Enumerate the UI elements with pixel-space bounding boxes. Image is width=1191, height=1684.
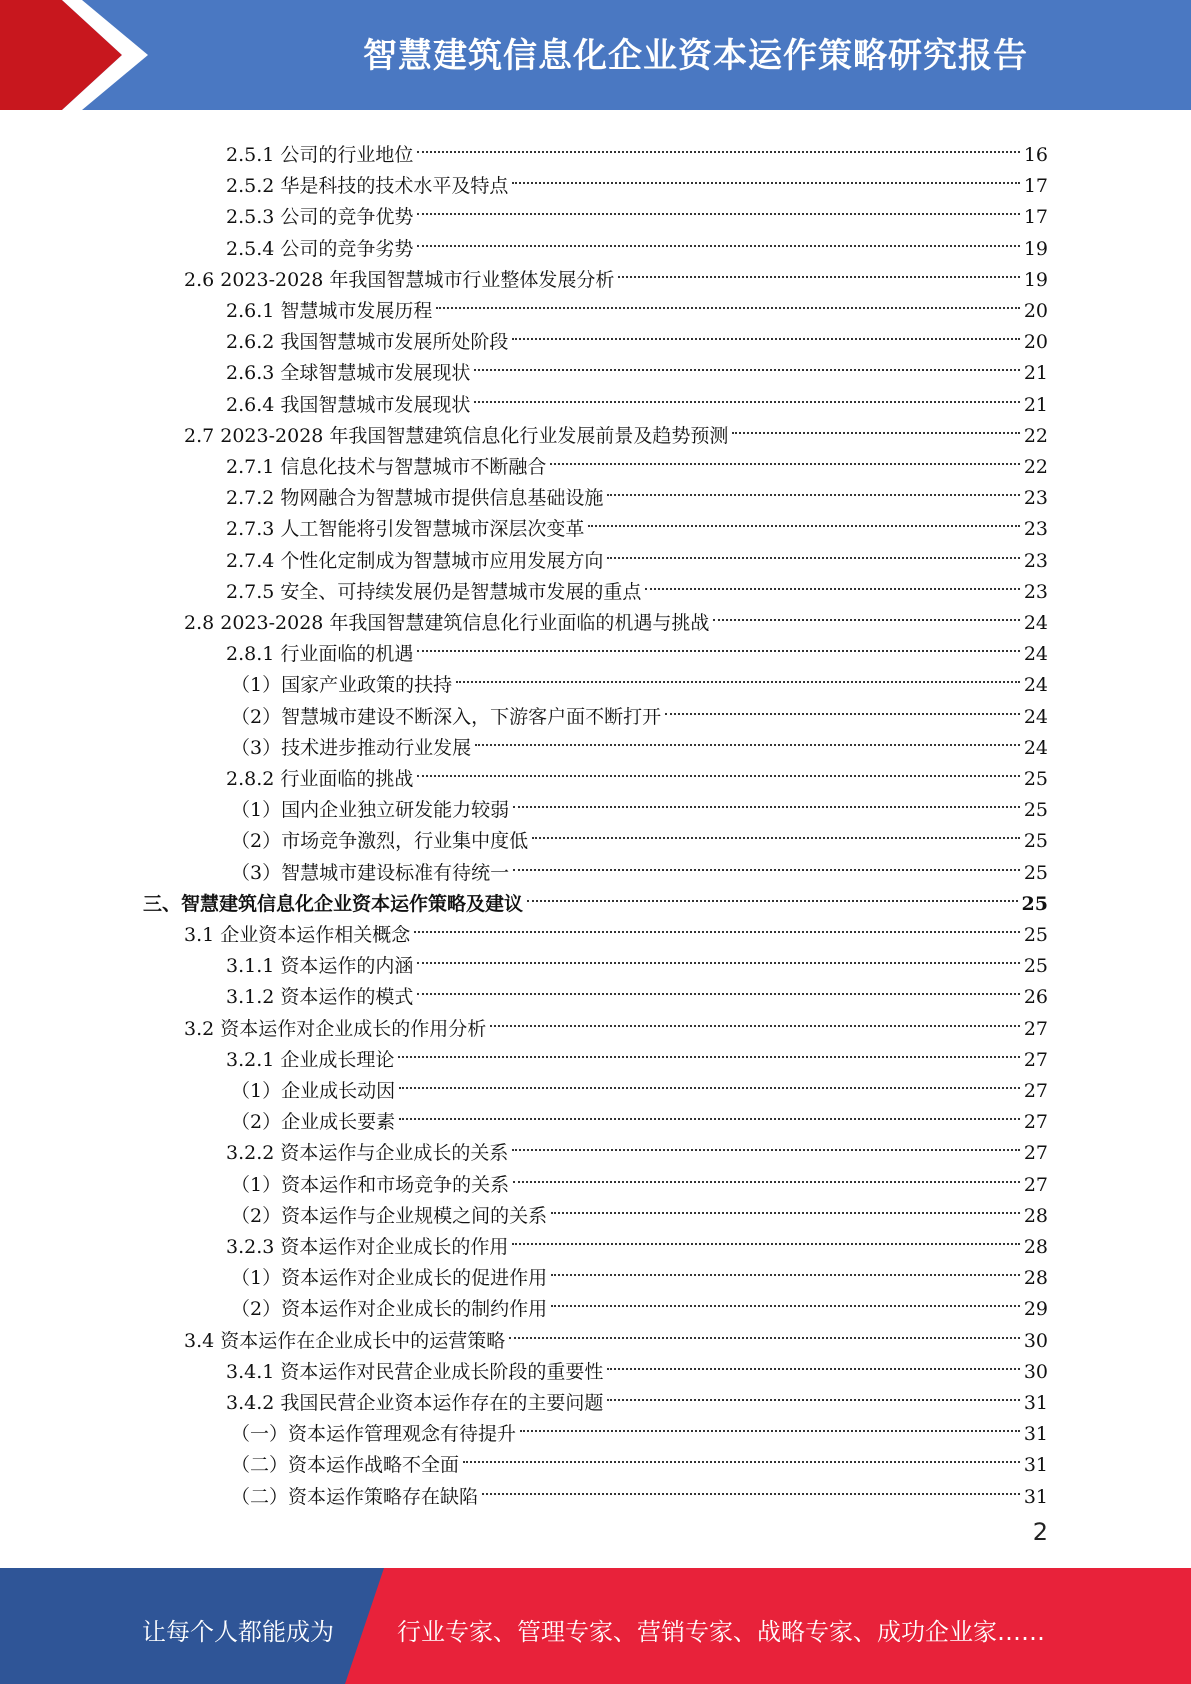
- toc-entry-title: 2.8.2 行业面临的挑战: [226, 768, 414, 790]
- toc-entry-title: 2.6.2 我国智慧城市发展所处阶段: [226, 331, 509, 354]
- toc-dot-leader: [588, 494, 1019, 527]
- toc-entry-title: 2.7.3 人工智能将引发智慧城市深层次变革: [226, 518, 585, 541]
- toc-entry-page: 24: [1023, 612, 1048, 634]
- toc-entry-title: 2.7.2 物网融合为智慧城市提供信息基础设施: [226, 487, 604, 510]
- toc-entry-title: 2.6.1 智慧城市发展历程: [226, 300, 433, 322]
- toc-entry-page: 17: [1023, 175, 1048, 198]
- toc-entry-title: 3.1.1 资本运作的内涵: [226, 955, 414, 978]
- toc-entry-page: 20: [1023, 331, 1048, 354]
- toc-entry-page: 24: [1023, 705, 1048, 728]
- toc-dot-leader: [417, 619, 1019, 652]
- toc-entry-title: 2.7.5 安全、可持续发展仍是智慧城市发展的重点: [226, 580, 642, 603]
- toc-dot-leader: [482, 1462, 1020, 1495]
- toc-dot-leader: [513, 838, 1020, 871]
- toc-entry-title: （二）资本运作策略存在缺陷: [231, 1485, 479, 1508]
- toc-entry-page: 19: [1023, 237, 1048, 260]
- toc-entry-title: 2.5.4 公司的竞争劣势: [226, 237, 414, 260]
- toc-entry-title: 2.6 2023-2028 年我国智慧城市行业整体发展分析: [184, 268, 615, 291]
- toc-entry-title: 3.4.1 资本运作对民营企业成长阶段的重要性: [226, 1360, 604, 1383]
- toc-dot-leader: [732, 401, 1019, 434]
- toc-entry-title: 3.2.2 资本运作与企业成长的关系: [226, 1142, 509, 1165]
- toc-entry-page: 28: [1023, 1236, 1048, 1258]
- toc-entry-page: 19: [1023, 268, 1048, 291]
- toc-dot-leader: [398, 1025, 1019, 1058]
- toc-entry-page: 22: [1023, 456, 1048, 478]
- toc-dot-leader: [490, 994, 1020, 1027]
- toc-dot-leader: [512, 307, 1019, 340]
- toc-entry-page: 25: [1023, 955, 1048, 978]
- toc-entry-title: （1）资本运作对企业成长的促进作用: [231, 1267, 548, 1290]
- toc-entry-page: 23: [1023, 518, 1048, 541]
- toc-entry-page: 29: [1023, 1298, 1048, 1321]
- toc-dot-leader: [618, 245, 1019, 278]
- toc-entry-page: 25: [1023, 830, 1048, 853]
- toc-dot-leader: [417, 744, 1019, 777]
- toc-dot-leader: [417, 214, 1019, 247]
- toc-dot-leader: [456, 650, 1020, 683]
- toc-dot-leader: [417, 182, 1019, 215]
- toc-dot-leader: [520, 1399, 1020, 1432]
- toc-entry-title: 2.8 2023-2028 年我国智慧建筑信息化行业面临的机遇与挑战: [184, 612, 710, 634]
- toc-dot-leader: [513, 1150, 1020, 1183]
- toc-entry-title: （3）技术进步推动行业发展: [231, 736, 472, 759]
- toc-entry-title: （2）资本运作对企业成长的制约作用: [231, 1298, 548, 1321]
- toc-entry-page: 24: [1023, 674, 1048, 697]
- toc-entry-page: 27: [1023, 1142, 1048, 1165]
- toc-dot-leader: [665, 682, 1020, 715]
- toc-entry-page: 21: [1023, 362, 1048, 385]
- toc-entry-title: 2.7.1 信息化技术与智慧城市不断融合: [226, 456, 547, 478]
- footer-slogan-left: 让每个人都能成为: [142, 1618, 334, 1646]
- toc-entry-page: 31: [1023, 1485, 1048, 1508]
- toc-entry-page: 25: [1023, 924, 1048, 946]
- toc-dot-leader: [713, 588, 1019, 621]
- toc-entry-title: 3.2.1 企业成长理论: [226, 1048, 395, 1071]
- toc-dot-leader: [436, 276, 1019, 309]
- toc-entry-title: 2.5.3 公司的竞争优势: [226, 206, 414, 229]
- toc-entry-page: 23: [1023, 487, 1048, 510]
- toc-dot-leader: [417, 120, 1019, 153]
- toc-dot-leader: [509, 1306, 1020, 1339]
- toc-entry-page: 27: [1023, 1048, 1048, 1071]
- toc-entry-title: （2）资本运作与企业规模之间的关系: [231, 1204, 548, 1227]
- toc-entry-title: （1）资本运作和市场竞争的关系: [231, 1173, 510, 1196]
- toc-entry-title: 2.5.2 华是科技的技术水平及特点: [226, 175, 509, 198]
- toc-dot-leader: [512, 151, 1019, 184]
- toc-dot-leader: [527, 869, 1018, 902]
- toc-dot-leader: [399, 1087, 1020, 1120]
- toc-entry-title: 3.4.2 我国民营企业资本运作存在的主要问题: [226, 1392, 604, 1414]
- toc-entry-page: 23: [1023, 580, 1048, 603]
- toc-entry-title: （2）市场竞争激烈，行业集中度低: [231, 830, 529, 853]
- toc-dot-leader: [512, 1212, 1019, 1245]
- toc-dot-leader: [607, 1368, 1019, 1401]
- header-arrow-decoration: [0, 0, 150, 110]
- footer-slogan-right: 行业专家、管理专家、营销专家、战略专家、成功企业家……: [397, 1618, 1045, 1646]
- toc-entry-title: 2.6.4 我国智慧城市发展现状: [226, 393, 471, 416]
- toc-entry-page: 25: [1023, 861, 1048, 884]
- toc-entry-title: 3.1.2 资本运作的模式: [226, 986, 414, 1009]
- toc-entry-page: 27: [1023, 1017, 1048, 1040]
- toc-entry-title: （1）国家产业政策的扶持: [231, 674, 453, 697]
- toc-entry-page: 24: [1023, 736, 1048, 759]
- toc-dot-leader: [463, 1430, 1020, 1463]
- toc-dot-leader: [532, 806, 1020, 839]
- toc-entry-title: （2）企业成长要素: [231, 1111, 396, 1134]
- toc-entry-page: 23: [1023, 549, 1048, 572]
- toc-entry-page: 27: [1023, 1173, 1048, 1196]
- toc-entry-page: 21: [1023, 393, 1048, 416]
- toc-entry-title: 3.4 资本运作在企业成长中的运营策略: [184, 1329, 506, 1352]
- toc-entry-title: 2.5.1 公司的行业地位: [226, 144, 414, 166]
- toc-dot-leader: [474, 338, 1019, 371]
- toc-dot-leader: [551, 1243, 1020, 1276]
- toc-entry-page: 25: [1021, 892, 1048, 915]
- toc-entry-page: 27: [1023, 1080, 1048, 1102]
- toc-entry-title: （一）资本运作管理观念有待提升: [231, 1423, 517, 1446]
- toc-dot-leader: [417, 931, 1019, 964]
- toc-entry-title: 三、智慧建筑信息化企业资本运作策略及建议: [143, 892, 524, 915]
- toc-entry-title: 2.7.4 个性化定制成为智慧城市应用发展方向: [226, 549, 604, 572]
- page-header: [0, 0, 1191, 110]
- toc-dot-leader: [550, 432, 1019, 465]
- toc-entry-title: 3.2 资本运作对企业成长的作用分析: [184, 1017, 487, 1040]
- toc-dot-leader: [645, 557, 1019, 590]
- toc-dot-leader: [513, 775, 1020, 808]
- toc-entry-title: （2）智慧城市建设不断深入，下游客户面不断打开: [231, 705, 662, 728]
- toc-entry-page: 26: [1023, 986, 1048, 1009]
- toc-dot-leader: [551, 1181, 1020, 1214]
- toc-dot-leader: [607, 526, 1019, 559]
- toc-entry-page: 17: [1023, 206, 1048, 229]
- toc-entry-title: 3.1 企业资本运作相关概念: [184, 924, 411, 946]
- toc-entry-page: 31: [1023, 1392, 1048, 1414]
- toc-entry[interactable]: [231, 1470, 1048, 1508]
- toc-dot-leader: [551, 1274, 1020, 1307]
- report-title: 智慧建筑信息化企业资本运作策略研究报告: [363, 36, 1028, 76]
- toc-entry-title: （1）国内企业独立研发能力较弱: [231, 799, 510, 822]
- toc-entry-title: （3）智慧城市建设标准有待统一: [231, 861, 510, 884]
- toc-entry-page: 24: [1023, 643, 1048, 666]
- toc-dot-leader: [475, 713, 1020, 746]
- toc-entry-page: 25: [1023, 768, 1048, 790]
- toc-entry-page: 20: [1023, 300, 1048, 322]
- toc-dot-leader: [607, 463, 1019, 496]
- toc-entry-page: 27: [1023, 1111, 1048, 1134]
- toc-dot-leader: [417, 962, 1019, 995]
- toc-dot-leader: [512, 1118, 1019, 1151]
- page-footer: [0, 1568, 1191, 1684]
- toc-entry-title: （二）资本运作战略不全面: [231, 1454, 460, 1477]
- toc-entry-title: 2.7 2023-2028 年我国智慧建筑信息化行业发展前景及趋势预测: [184, 424, 729, 447]
- toc-entry-page: 28: [1023, 1267, 1048, 1290]
- toc-entry-title: 3.2.3 资本运作对企业成长的作用: [226, 1236, 509, 1258]
- toc-dot-leader: [474, 370, 1019, 403]
- toc-entry-page: 30: [1023, 1329, 1048, 1352]
- toc-entry-page: 31: [1023, 1454, 1048, 1477]
- toc-entry-page: 30: [1023, 1360, 1048, 1383]
- toc-entry-page: 16: [1023, 144, 1048, 166]
- toc-dot-leader: [399, 1056, 1020, 1089]
- toc-entry-page: 28: [1023, 1204, 1048, 1227]
- toc-entry-title: 2.8.1 行业面临的机遇: [226, 643, 414, 666]
- toc-dot-leader: [414, 900, 1020, 933]
- page-number: 2: [1032, 1518, 1048, 1546]
- toc-entry-title: （1）企业成长动因: [231, 1080, 396, 1102]
- toc-entry-page: 25: [1023, 799, 1048, 822]
- toc-entry-title: 2.6.3 全球智慧城市发展现状: [226, 362, 471, 385]
- toc-entry-page: 31: [1023, 1423, 1048, 1446]
- toc-dot-leader: [607, 1337, 1019, 1370]
- toc-entry-page: 22: [1023, 424, 1048, 447]
